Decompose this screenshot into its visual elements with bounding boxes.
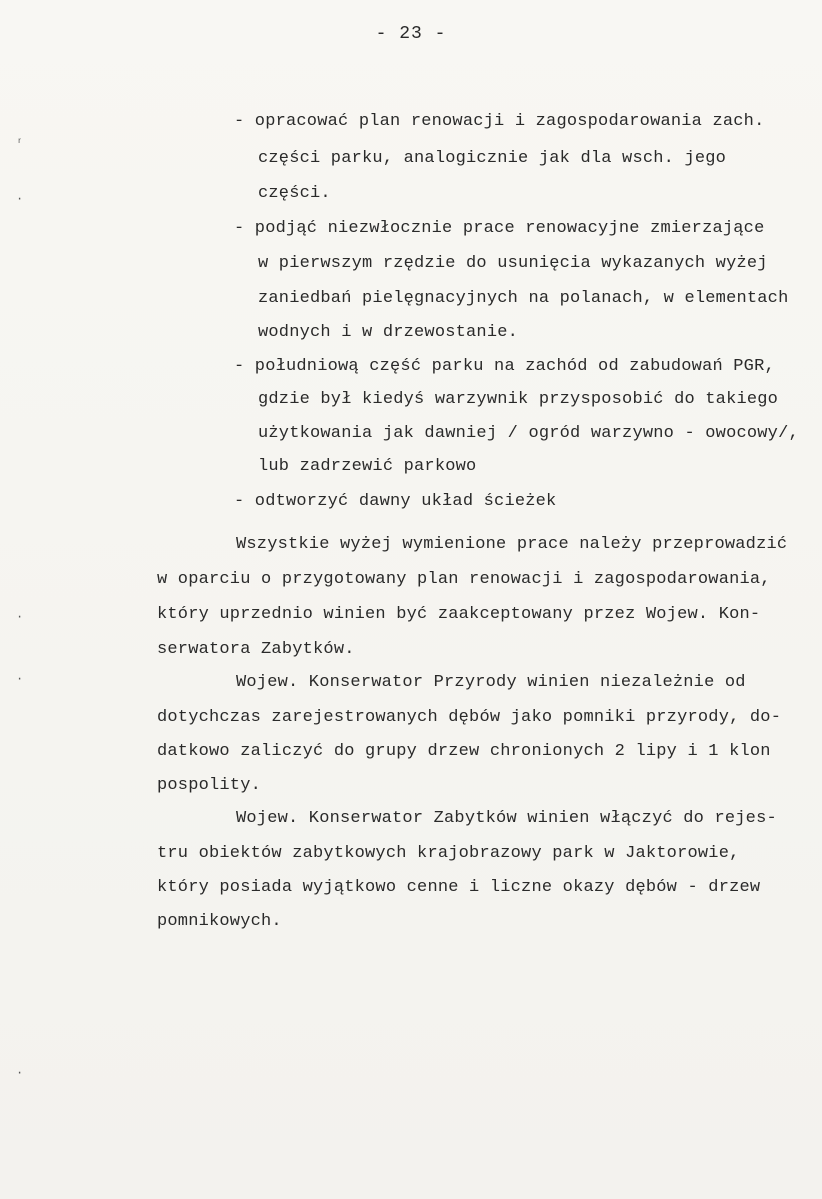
margin-mark: · bbox=[16, 1066, 24, 1080]
bullet-line: - odtworzyć dawny układ ścieżek bbox=[234, 492, 557, 511]
bullet-line: wodnych i w drzewostanie. bbox=[258, 323, 519, 342]
bullet-line: - południową część parku na zachód od zabudowań PGR, bbox=[234, 357, 775, 376]
paragraph-line: serwatora Zabytków. bbox=[157, 640, 355, 659]
page-number: - 23 - bbox=[375, 24, 447, 44]
paragraph-line: Wojew. Konserwator Zabytków winien włączyć do rejes- bbox=[236, 809, 777, 828]
paragraph-line: Wszystkie wyżej wymienione prace należy przeprowadzić bbox=[236, 535, 788, 554]
bullet-line: lub zadrzewić parkowo bbox=[258, 457, 477, 476]
bullet-line: części parku, analogicznie jak dla wsch. jego bbox=[258, 149, 727, 168]
paragraph-line: datkowo zaliczyć do grupy drzew chronionych 2 lipy i 1 klon bbox=[157, 742, 771, 761]
paragraph-line: pospolity. bbox=[157, 776, 262, 795]
bullet-line: - opracować plan renowacji i zagospodarowania zach. bbox=[234, 112, 765, 131]
margin-mark: ʳ bbox=[16, 136, 24, 150]
paragraph-line: pomnikowych. bbox=[157, 912, 282, 931]
bullet-line: zaniedbań pielęgnacyjnych na polanach, w elementach bbox=[258, 289, 789, 308]
bullet-line: - podjąć niezwłocznie prace renowacyjne zmierzające bbox=[234, 219, 765, 238]
bullet-line: części. bbox=[258, 184, 331, 203]
paragraph-line: w oparciu o przygotowany plan renowacji i zagospodarowania, bbox=[157, 570, 771, 589]
bullet-line: użytkowania jak dawniej / ogród warzywno - owocowy/, bbox=[258, 424, 799, 443]
paragraph-line: który posiada wyjątkowo cenne i liczne okazy dębów - drzew bbox=[157, 878, 761, 897]
bullet-line: w pierwszym rzędzie do usunięcia wykazanych wyżej bbox=[258, 254, 768, 273]
margin-mark: · bbox=[16, 192, 24, 206]
paragraph-line: który uprzednio winien być zaakceptowany przez Wojew. Kon- bbox=[157, 605, 761, 624]
paragraph-line: Wojew. Konserwator Przyrody winien niezależnie od bbox=[236, 673, 746, 692]
margin-mark: · bbox=[16, 672, 24, 686]
bullet-line: gdzie był kiedyś warzywnik przysposobić do takiego bbox=[258, 390, 779, 409]
margin-mark: · bbox=[16, 610, 24, 624]
paragraph-line: dotychczas zarejestrowanych dębów jako pomniki przyrody, do- bbox=[157, 708, 782, 727]
paragraph-line: tru obiektów zabytkowych krajobrazowy park w Jaktorowie, bbox=[157, 844, 740, 863]
